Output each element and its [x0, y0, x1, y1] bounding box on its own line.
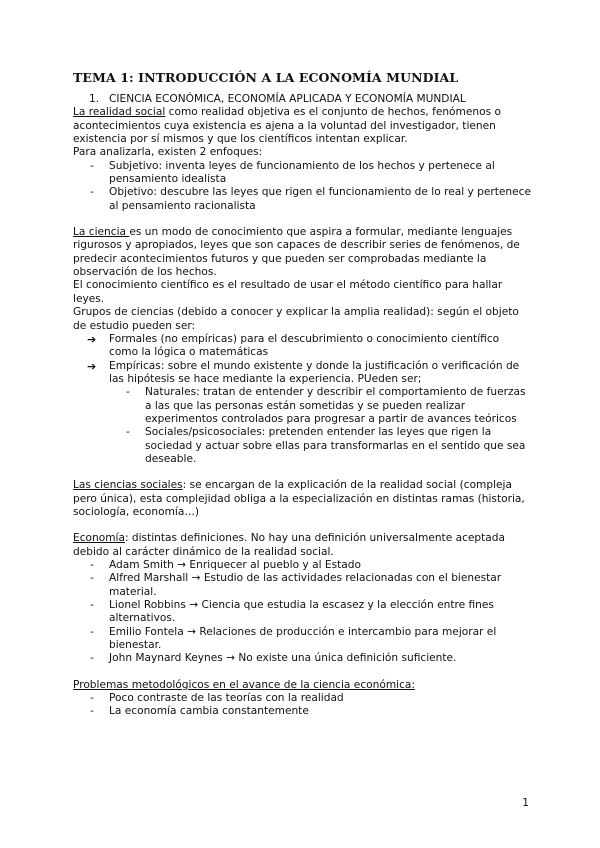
document-body: [73, 93, 531, 719]
page-number: 1: [522, 797, 529, 809]
dash-marker: -: [90, 186, 94, 199]
sociales-term: Las ciencias sociales: [73, 479, 183, 492]
dash-marker: -: [90, 559, 94, 571]
list-item: - Lionel Robbins → Ciencia que estudia la escasez y la elección entre fines alternativos.: [90, 599, 494, 625]
grupos-paragraph: Grupos de ciencias (debido a conocer y explicar la amplia realidad): según el objeto de estudio pueden ser:: [73, 306, 519, 332]
dash-marker: -: [90, 705, 94, 718]
realidad-text: como realidad objetiva es el conjunto de hechos, fenómenos o acontecimientos cuya existencia es ajena a la voluntad del investigador, tienen existencia por sí mismos y que los científicos intentan explicar.: [73, 106, 501, 146]
list-item: - Adam Smith → Enriquecer al pueblo y al Estado: [90, 559, 361, 571]
list-item: ➔ Empíricas: sobre el mundo existente y donde la justificación o verificación de las hipótesis se hace mediante la experiencia. PUeden ser; - Naturales: tratan de entender y describir el comportamiento de fuerzas a las que las personas están sometidas y se pueden realizar experimentos controlados para progresar a partir de avances teóricos - Sociales/psicosociales: pretenden entender las leyes que rigen la sociedad y actuar sobre ellas para transformarlas en el sentido que sea deseable.: [73, 360, 531, 467]
list-item: - La economía cambia constantemente: [90, 705, 309, 718]
list-item: - Objetivo: descubre las leyes que rigen el funcionamiento de lo real y pertenece al pensamiento racionalista: [90, 186, 532, 212]
grupos-list: [73, 333, 531, 466]
definiciones-list: [73, 559, 531, 666]
list-item: - John Maynard Keynes → No existe una única definición suficiente.: [90, 652, 457, 665]
ciencia-term: La ciencia: [73, 226, 130, 239]
arrow-icon: ➔: [87, 332, 97, 346]
dash-marker: -: [90, 652, 94, 665]
list-item: - Poco contraste de las teorías con la realidad: [90, 692, 344, 705]
dash-marker: -: [90, 572, 94, 585]
sociales-paragraph: [73, 479, 531, 519]
section-number: 1.: [89, 93, 100, 105]
dash-marker: -: [90, 599, 94, 612]
arrow-icon: ➔: [87, 359, 97, 373]
enfoques-list: [73, 160, 531, 213]
realidad-paragraph: [73, 106, 531, 146]
ciencia-paragraph: [73, 226, 531, 279]
dash-marker: -: [90, 692, 94, 705]
economia-term: Economía: [73, 532, 125, 545]
section-heading: [73, 93, 531, 106]
dash-marker: -: [126, 426, 130, 439]
empiricas-sublist: [109, 386, 531, 466]
list-item: ➔ Formales (no empíricas) para el descubrimiento o conocimiento científico como la lógica o matemáticas: [87, 332, 500, 359]
list-item: - Naturales: tratan de entender y describir el comportamiento de fuerzas a las que las personas están sometidas y se pueden realizar experimentos controlados para progresar a partir de avances teóricos: [126, 386, 526, 425]
sociales-text: : se encargan de la explicación de la realidad social (compleja pero única), esta complejidad obliga a la especialización en distintas ramas (historia, sociología, economía…): [73, 479, 525, 518]
list-item: - Subjetivo: inventa leyes de funcionamiento de los hechos y pertenece al pensamiento idealista: [90, 159, 495, 186]
document-title: TEMA 1: INTRODUCCIÓN A LA ECONOMÍA MUNDIAL: [73, 70, 459, 85]
dash-marker: -: [90, 625, 94, 638]
realidad-term: La realidad social: [73, 106, 166, 119]
economia-text: : distintas definiciones. No hay una definición universalmente aceptada debido al carácter dinámico de la realidad social.: [73, 532, 506, 558]
list-item: - Alfred Marshall → Estudio de las actividades relacionadas con el bienestar material.: [90, 572, 502, 598]
list-item: - Emilio Fontela → Relaciones de producción e intercambio para mejorar el bienestar.: [90, 625, 497, 652]
problemas-list: [73, 692, 531, 719]
list-item: - Sociales/psicosociales: pretenden entender las leyes que rigen la sociedad y actuar sobre ellas para transformarlas en el sentido que sea deseable.: [126, 426, 526, 465]
economia-paragraph: [73, 532, 531, 559]
section-title: CIENCIA ECONÓMICA, ECONOMÍA APLICADA Y ECONOMÍA MUNDIAL: [109, 93, 466, 105]
ciencia-text: es un modo de conocimiento que aspira a formular, mediante lenguajes rigurosos y apropiados, leyes que son capaces de describir series de fenómenos, de predecir acontecimientos futuros y que pueden ser comprobadas mediante la observación de los hechos.: [73, 226, 520, 279]
realidad-intro: Para analizarla, existen 2 enfoques:: [73, 146, 263, 159]
dash-marker: -: [90, 159, 94, 172]
conocimiento-paragraph: El conocimiento científico es el resultado de usar el método científico para hallar leyes.: [73, 279, 503, 305]
dash-marker: -: [126, 386, 130, 399]
problemas-heading: Problemas metodológicos en el avance de la ciencia económica:: [73, 678, 415, 691]
